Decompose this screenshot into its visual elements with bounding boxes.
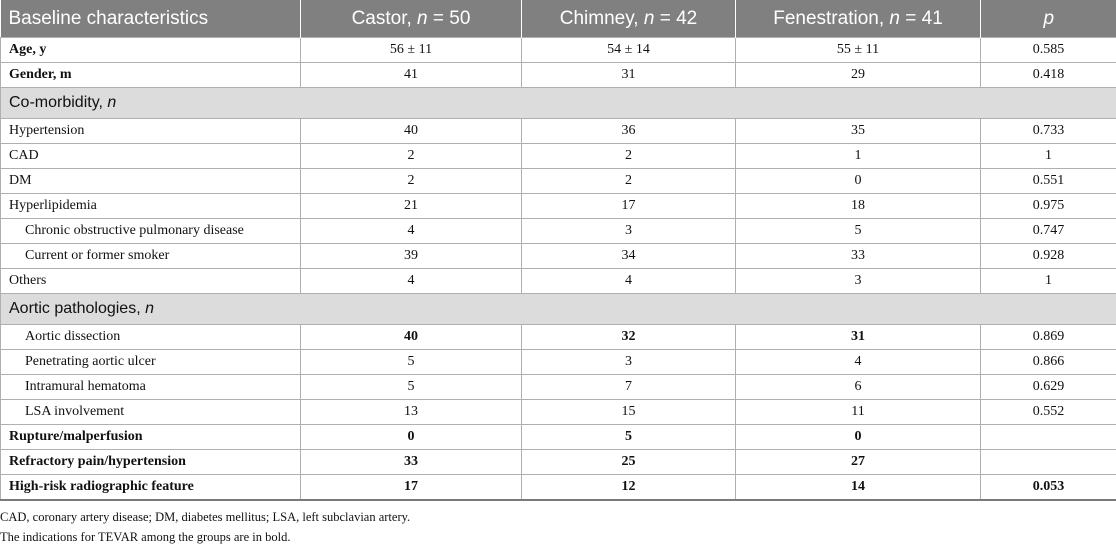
- cell-chimney: 7: [522, 375, 736, 400]
- row-label: CAD: [1, 144, 301, 169]
- header-row: [1, 0, 1116, 38]
- cell-chimney: 36: [522, 119, 736, 144]
- cell-p-value: 1: [981, 269, 1116, 294]
- section-row-comorbidity: [1, 88, 1116, 119]
- table-row-hematoma: [1, 375, 1116, 400]
- table-row-copd: [1, 219, 1116, 244]
- header-chimney-n: n: [643, 7, 655, 29]
- table-row-hyperlipidemia: [1, 194, 1116, 219]
- table-header: [1, 0, 1116, 38]
- cell-p-value: 0.585: [981, 38, 1116, 63]
- cell-p-value: 0.975: [981, 194, 1116, 219]
- cell-fenestration: 1: [736, 144, 981, 169]
- cell-chimney: 2: [522, 144, 736, 169]
- header-chimney-count: = 42: [654, 7, 698, 29]
- cell-chimney: 3: [522, 219, 736, 244]
- cell-fenestration: 14: [736, 475, 981, 501]
- row-label: Chronic obstructive pulmonary disease: [1, 219, 301, 244]
- row-label: Refractory pain/hypertension: [1, 450, 301, 475]
- cell-chimney: 15: [522, 400, 736, 425]
- cell-fenestration: 33: [736, 244, 981, 269]
- cell-castor: 5: [301, 375, 522, 400]
- cell-castor: 2: [301, 144, 522, 169]
- cell-p-value: 0.418: [981, 63, 1116, 88]
- table-row-rupture: [1, 425, 1116, 450]
- cell-castor: 13: [301, 400, 522, 425]
- cell-p-value: 0.629: [981, 375, 1116, 400]
- cell-castor: 4: [301, 219, 522, 244]
- row-label: Hypertension: [1, 119, 301, 144]
- cell-p-value: 0.552: [981, 400, 1116, 425]
- cell-chimney: 12: [522, 475, 736, 501]
- cell-fenestration: 27: [736, 450, 981, 475]
- footnote-bold-note: The indications for TEVAR among the groups are in bold.: [0, 530, 291, 544]
- cell-castor: 56 ± 11: [301, 38, 522, 63]
- cell-p-value: [981, 450, 1116, 475]
- cell-castor: 2: [301, 169, 522, 194]
- cell-chimney: 5: [522, 425, 736, 450]
- cell-castor: 40: [301, 325, 522, 350]
- section-comorbidity-heading: [1, 88, 1116, 119]
- cell-chimney: 54 ± 14: [522, 38, 736, 63]
- cell-p-value: 0.551: [981, 169, 1116, 194]
- cell-p-value: 0.747: [981, 219, 1116, 244]
- table-row-pain: [1, 450, 1116, 475]
- header-fenestration-label: Fenestration,: [773, 7, 890, 29]
- cell-castor: 33: [301, 450, 522, 475]
- table-footnotes: [0, 507, 410, 547]
- row-label: LSA involvement: [1, 400, 301, 425]
- row-label: Rupture/malperfusion: [1, 425, 301, 450]
- cell-p-value: 0.866: [981, 350, 1116, 375]
- cell-fenestration: 18: [736, 194, 981, 219]
- table-row-radiographic: [1, 475, 1116, 501]
- table-row-age: [1, 38, 1116, 63]
- cell-castor: 4: [301, 269, 522, 294]
- cell-p-value: [981, 425, 1116, 450]
- row-label: Others: [1, 269, 301, 294]
- table-row-others: [1, 269, 1116, 294]
- cell-p-value: 0.053: [981, 475, 1116, 501]
- table-row-ulcer: [1, 350, 1116, 375]
- header-characteristic: Baseline characteristics: [1, 0, 301, 38]
- cell-chimney: 32: [522, 325, 736, 350]
- cell-p-value: 0.869: [981, 325, 1116, 350]
- cell-castor: 40: [301, 119, 522, 144]
- header-p-value: [981, 0, 1116, 38]
- cell-chimney: 3: [522, 350, 736, 375]
- section-aortic-n: n: [145, 300, 154, 317]
- cell-fenestration: 31: [736, 325, 981, 350]
- cell-castor: 17: [301, 475, 522, 501]
- cell-chimney: 17: [522, 194, 736, 219]
- cell-fenestration: 55 ± 11: [736, 38, 981, 63]
- section-row-aortic-pathologies: [1, 294, 1116, 325]
- table-body: [1, 38, 1116, 501]
- cell-chimney: 2: [522, 169, 736, 194]
- cell-castor: 5: [301, 350, 522, 375]
- table-row-lsa: [1, 400, 1116, 425]
- section-aortic-label: Aortic pathologies,: [9, 300, 146, 317]
- cell-castor: 39: [301, 244, 522, 269]
- header-castor-count: = 50: [427, 7, 471, 29]
- cell-chimney: 25: [522, 450, 736, 475]
- table-row-gender: [1, 63, 1116, 88]
- header-chimney-label: Chimney,: [559, 7, 644, 29]
- cell-chimney: 34: [522, 244, 736, 269]
- row-label: Aortic dissection: [1, 325, 301, 350]
- cell-fenestration: 35: [736, 119, 981, 144]
- header-fenestration: [736, 0, 981, 38]
- section-comorbidity-label: Co-morbidity,: [9, 94, 108, 111]
- header-castor: [301, 0, 522, 38]
- cell-castor: 0: [301, 425, 522, 450]
- footnote-abbreviations: CAD, coronary artery disease; DM, diabetes mellitus; LSA, left subclavian artery.: [0, 510, 411, 524]
- row-label: DM: [1, 169, 301, 194]
- row-label: Hyperlipidemia: [1, 194, 301, 219]
- header-p-label: p: [1043, 7, 1055, 29]
- cell-fenestration: 0: [736, 425, 981, 450]
- row-label: Gender, m: [1, 63, 301, 88]
- section-aortic-heading: [1, 294, 1116, 325]
- cell-castor: 21: [301, 194, 522, 219]
- cell-castor: 41: [301, 63, 522, 88]
- cell-fenestration: 3: [736, 269, 981, 294]
- cell-p-value: 1: [981, 144, 1116, 169]
- cell-fenestration: 5: [736, 219, 981, 244]
- cell-fenestration: 4: [736, 350, 981, 375]
- cell-fenestration: 11: [736, 400, 981, 425]
- cell-chimney: 4: [522, 269, 736, 294]
- cell-p-value: 0.928: [981, 244, 1116, 269]
- table-row-hypertension: [1, 119, 1116, 144]
- header-castor-label: Castor,: [351, 7, 418, 29]
- table-row-dissection: [1, 325, 1116, 350]
- header-chimney: [522, 0, 736, 38]
- cell-fenestration: 6: [736, 375, 981, 400]
- cell-chimney: 31: [522, 63, 736, 88]
- section-comorbidity-n: n: [107, 94, 117, 111]
- header-fenestration-count: = 41: [899, 7, 943, 29]
- row-label: Penetrating aortic ulcer: [1, 350, 301, 375]
- table-row-cad: [1, 144, 1116, 169]
- row-label: Intramural hematoma: [1, 375, 301, 400]
- table-row-smoker: [1, 244, 1116, 269]
- header-fenestration-n: n: [889, 7, 900, 29]
- cell-fenestration: 0: [736, 169, 981, 194]
- cell-p-value: 0.733: [981, 119, 1116, 144]
- row-label: High-risk radiographic feature: [1, 475, 301, 501]
- cell-fenestration: 29: [736, 63, 981, 88]
- row-label: Current or former smoker: [1, 244, 301, 269]
- table-row-dm: [1, 169, 1116, 194]
- header-castor-n: n: [417, 7, 428, 29]
- row-label: Age, y: [1, 38, 301, 63]
